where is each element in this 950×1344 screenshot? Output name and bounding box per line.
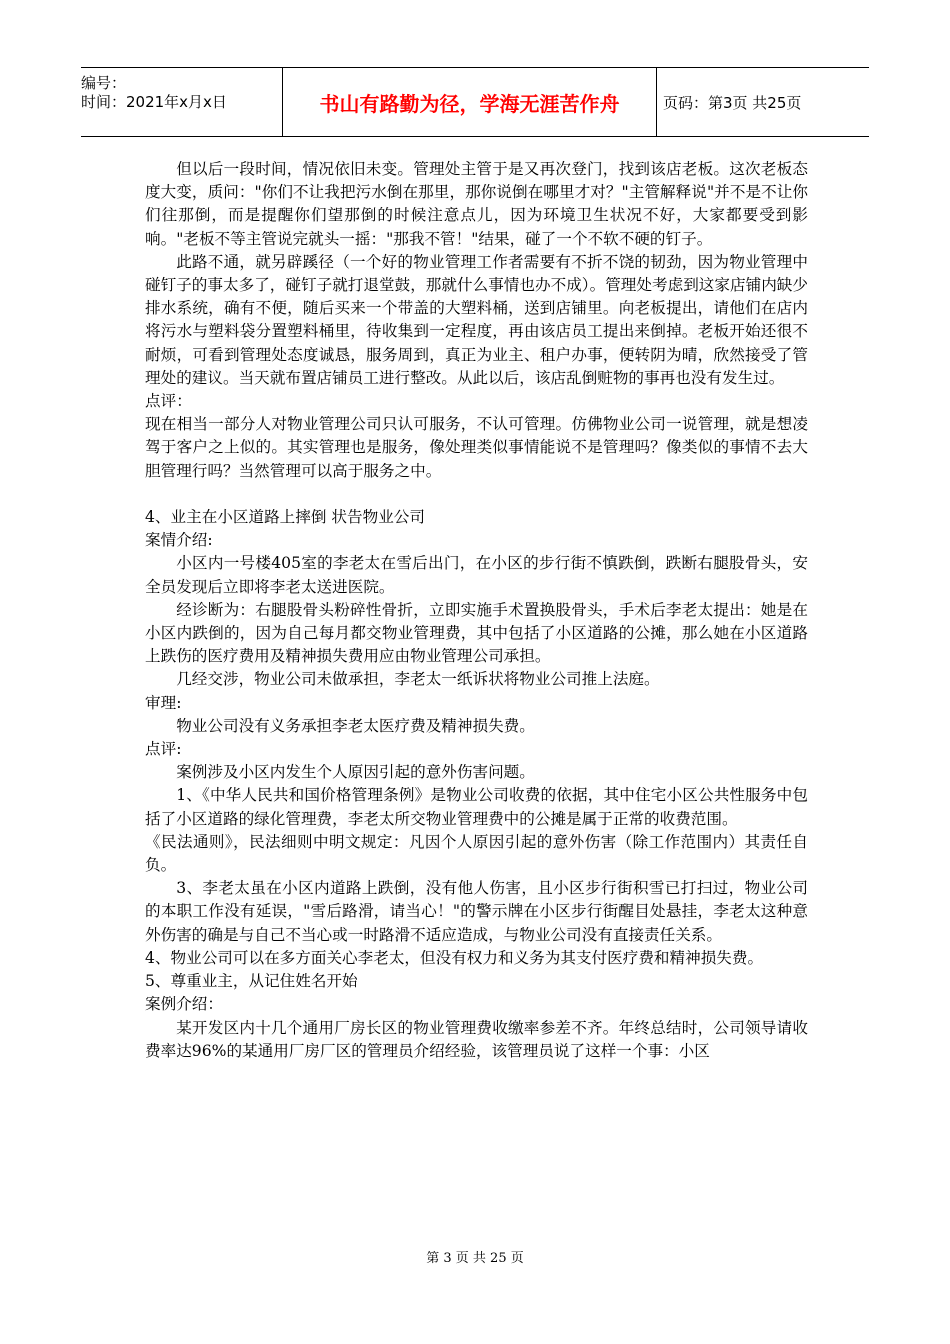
body-paragraph: 案例涉及小区内发生个人原因引起的意外伤害问题。: [176, 763, 535, 782]
body-paragraph: 但以后一段时间，情况依旧未变。管理处主管于是又再次登门，找到该店老板。这次老板态度大变，质问："你们不让我把污水倒在那里，那你说倒在哪里才对？"主管解释说"并不是不让你们往那倒，而是提醒你们望那倒的时候注意点儿，因为环境卫生状况不好，大家都要受到影响。"老板不等主管说完就头一摇："那我不管！"结果，碰了一个不软不硬的钉子。: [145, 160, 808, 248]
body-paragraph: 案情介绍:: [145, 531, 213, 550]
document-number-label: 编号：: [81, 74, 127, 92]
body-paragraph: 1、《中华人民共和国价格管理条例》是物业公司收费的依据，其中住宅小区公共性服务中包括了小区道路的绿化管理费，李老太所交物业管理费中的公摊是属于正常的收费范围。: [145, 786, 808, 828]
body-paragraph: 案例介绍：: [145, 995, 223, 1014]
body-paragraph: 3、李老太虽在小区内道路上跌倒，没有他人伤害，且小区步行街积雪已打扫过，物业公司的本职工作没有延误，"雪后路滑，请当心！"的警示牌在小区步行街醒目处悬挂，李老太这种意外伤害的确是与自己不当心或一时路滑不适应造成，与物业公司没有直接责任关系。: [145, 879, 808, 944]
header-motto: 书山有路勤为径，学海无涯苦作舟: [319, 91, 620, 116]
body-paragraph: 审理:: [145, 693, 182, 712]
page-footer: 第 3 页 共 25 页: [426, 1251, 524, 1266]
body-paragraph: 某开发区内十几个通用厂房长区的物业管理费收缴率参差不齐。年终总结时，公司领导请收费率达96%的某通用厂房厂区的管理员介绍经验，该管理员说了这样一个事：小区: [145, 1018, 808, 1060]
header-meta-cell: [81, 68, 283, 136]
header-page-cell: [657, 68, 869, 136]
header-page-info: 页码：第3页 共25页: [663, 93, 802, 112]
body-paragraph: 物业公司没有义务承担李老太医疗费及精神损失费。: [176, 716, 535, 735]
blank-line: [145, 483, 808, 506]
body-paragraph: 4、业主在小区道路上摔倒 状告物业公司: [145, 508, 425, 527]
body-paragraph: 点评：: [145, 392, 192, 411]
body-paragraph: 几经交涉，物业公司未做承担，李老太一纸诉状将物业公司推上法庭。: [176, 670, 660, 689]
header-motto-cell: [283, 68, 657, 136]
body-paragraph: 现在相当一部分人对物业管理公司只认可服务，不认可管理。仿佛物业公司一说管理，就是想凌驾于客户之上似的。其实管理也是服务，像处理类似事情能说不是管理吗？像类似的事情不去大胆管理行吗？当然管理可以高于服务之中。: [145, 415, 808, 480]
document-date-label: 时间：2021年x月x日: [81, 93, 227, 111]
body-paragraph: 《民法通则》，民法细则中明文规定：凡因个人原因引起的意外伤害（除工作范围内）其责任自负。: [145, 832, 808, 875]
body-paragraph: 此路不通，就另辟蹊径（一个好的物业管理工作者需要有不折不饶的韧劲，因为物业管理中碰钉子的事太多了，碰钉子就打退堂鼓，那就什么事情也办不成）。管理处考虑到这家店铺内缺少排水系统，确有不便，随后买来一个带盖的大塑料桶，送到店铺里。向老板提出，请他们在店内将污水与塑料袋分置塑料桶里，待收集到一定程度，再由该店员工提出来倒掉。老板开始还很不耐烦，可看到管理处态度诚恳，服务周到，真正为业主、租户办事，便转阴为晴，欣然接受了管理处的建议。当天就布置店铺员工进行整改。从此以后，该店乱倒赃物的事再也没有发生过。: [145, 252, 808, 387]
body-paragraph: 4、物业公司可以在多方面关心李老太，但没有权力和义务为其支付医疗费和精神损失费。: [145, 948, 764, 967]
header-table: [81, 67, 869, 137]
body-paragraph: 5、尊重业主，从记住姓名开始: [145, 972, 358, 991]
document-body: [145, 158, 808, 1063]
body-paragraph: 点评:: [145, 740, 182, 759]
body-paragraph: 小区内一号楼405室的李老太在雪后出门，在小区的步行街不慎跌倒，跌断右腿股骨头，安全员发现后立即将李老太送进医院。: [145, 554, 808, 596]
body-paragraph: 经诊断为：右腿股骨头粉碎性骨折，立即实施手术置换股骨头，手术后李老太提出：她是在小区内跌倒的，因为自己每月都交物业管理费，其中包括了小区道路的公摊，那么她在小区道路上跌伤的医疗费用及精神损失费用应由物业管理公司承担。: [145, 600, 808, 666]
